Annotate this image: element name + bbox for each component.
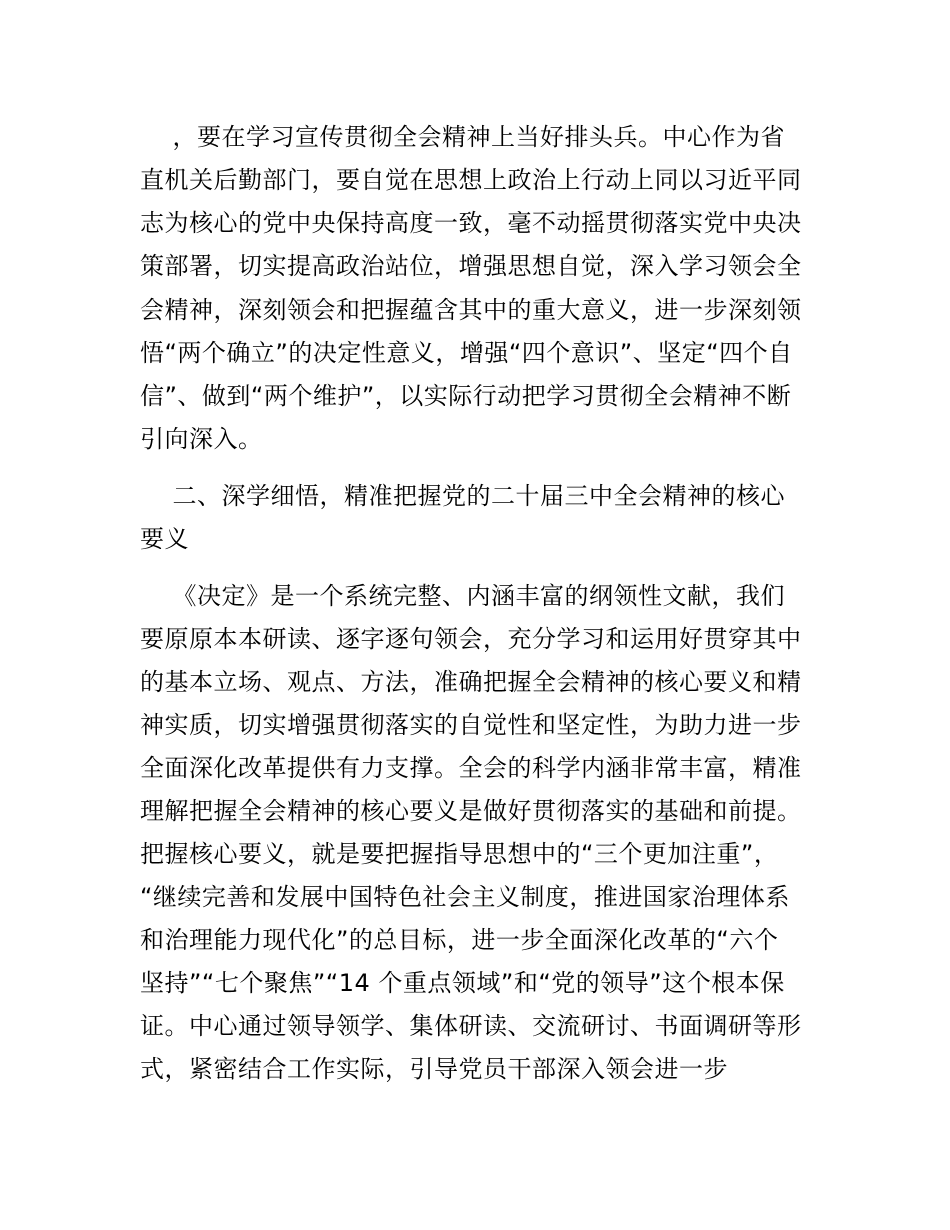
paragraph-1-line-8: 引向深入。	[140, 425, 263, 453]
paragraph-2-line-6: 理解把握全会精神的核心要义是做好贯彻落实的基础和前提。	[140, 797, 802, 825]
paragraph-2-line-12: 式，紧密结合工作实际，引导党员干部深入领会进一步	[140, 1055, 728, 1083]
section-heading-line-2: 要义	[140, 525, 189, 553]
paragraph-2-line-10: 坚持”“七个聚焦”“14 个重点领域”和“党的领导”这个根本保	[140, 969, 785, 997]
paragraph-2-line-1: 《决定》是一个系统完整、内涵丰富的纲领性文献，我们	[140, 582, 786, 610]
paragraph-2-line-7: 把握核心要义，就是要把握指导思想中的“三个更加注重”，	[140, 840, 779, 868]
paragraph-1-line-7: 信”、做到“两个维护”，以实际行动把学习贯彻全会精神不断	[140, 382, 792, 410]
paragraph-2-line-8: “继续完善和发展中国特色社会主义制度，推进国家治理体系	[140, 883, 790, 911]
paragraph-1-line-3: 志为核心的党中央保持高度一致，毫不动摇贯彻落实党中央决	[140, 209, 802, 237]
paragraph-2-line-11: 证。中心通过领导领学、集体研读、交流研讨、书面调研等形	[140, 1012, 802, 1040]
paragraph-2-line-3: 的基本立场、观点、方法，准确把握全会精神的核心要义和精	[140, 668, 802, 696]
paragraph-1-line-5: 会精神，深刻领会和把握蕴含其中的重大意义，进一步深刻领	[140, 296, 802, 324]
paragraph-1-line-1: ，要在学习宣传贯彻全会精神上当好排头兵。中心作为省	[140, 123, 786, 151]
section-heading-line-1: 二、深学细悟，精准把握党的二十届三中全会精神的核心	[140, 482, 786, 510]
paragraph-2-line-5: 全面深化改革提供有力支撑。全会的科学内涵非常丰富，精准	[140, 754, 802, 782]
paragraph-2-line-9: 和治理能力现代化”的总目标，进一步全面深化改革的“六个	[140, 926, 779, 954]
paragraph-1-line-4: 策部署，切实提高政治站位，增强思想自觉，深入学习领会全	[140, 252, 802, 280]
paragraph-1-line-2: 直机关后勤部门，要自觉在思想上政治上行动上同以习近平同	[140, 166, 802, 194]
paragraph-2-line-4: 神实质，切实增强贯彻落实的自觉性和坚定性，为助力进一步	[140, 711, 802, 739]
paragraph-2-line-2: 要原原本本研读、逐字逐句领会，充分学习和运用好贯穿其中	[140, 625, 802, 653]
paragraph-1-line-6: 悟“两个确立”的决定性意义，增强“四个意识”、坚定“四个自	[140, 339, 793, 367]
